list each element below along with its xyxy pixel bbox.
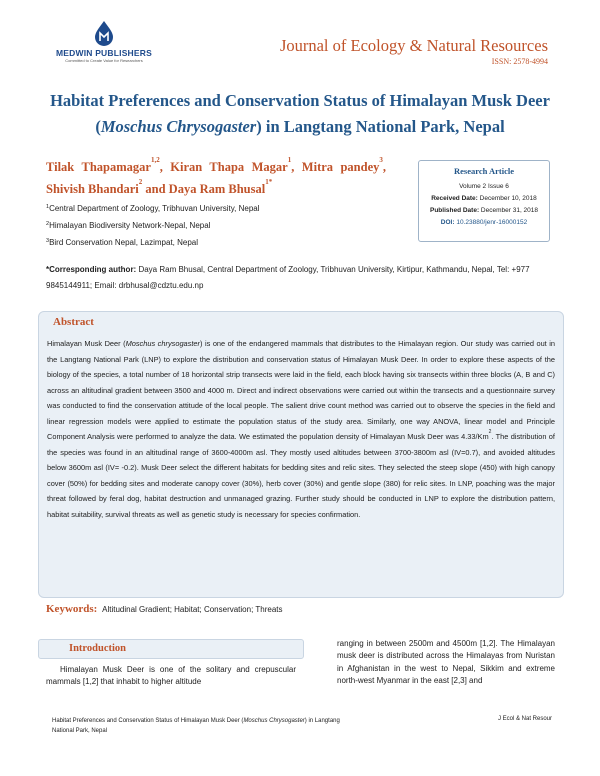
author-sup: 3	[379, 156, 383, 164]
published-date	[425, 205, 543, 217]
author-name: Kiran Thapa Magar	[170, 160, 288, 174]
abstract-part: ) is one of the endangered mammals that distributes to the Himalayan region. Our study was carried out in the Langtang National Park (LNP) to explore the distribution and conservation status of Himalayan Musk Deer. In order to explore these aspects of the biology of the species, a total number of 18 horizontal strip transects were laid in the field, each block having six transects within three blocks (A, B and C) across an altitudinal gradient between 3500 and 4000 m. Direct and indirect observations were carried out within the transects and a questionnaire survey was conducted to find the conservation attitude of the local people. The salient drive count method was carried out to observe the species in the field and linear regression models were applied to estimate the population status of the study area. Similarly, one way ANOVA, linear model and Principle Component Analysis were performed to analyze the data. We estimated the population density of Himalayan Musk Deer was 4.33/Km	[47, 339, 555, 442]
author-sep: ,	[382, 160, 387, 174]
medwin-drop-icon	[92, 20, 116, 46]
author-sup: 1,2	[150, 156, 160, 164]
introduction-heading: Introduction	[69, 643, 126, 654]
doi[interactable]	[425, 217, 543, 229]
author-sep: ,	[159, 160, 171, 174]
author-sup: 2	[138, 178, 143, 186]
published-label: Published Date:	[429, 207, 480, 214]
affiliation-text: Bird Conservation Nepal, Lazimpat, Nepal	[49, 238, 199, 247]
keywords-text: Altitudinal Gradient; Habitat; Conservation; Threats	[102, 605, 283, 614]
page-footer-left	[52, 716, 362, 736]
affiliation	[46, 204, 260, 213]
abstract-box	[38, 311, 564, 598]
title-line-1: Habitat Preferences and Conservation Status of Himalayan Musk Deer	[50, 91, 550, 110]
title-line-2: (Moschus Chrysogaster) in Langtang National Park, Nepal	[95, 117, 505, 136]
author-name: Tilak Thapamagar	[46, 160, 151, 174]
affiliation-sup: 1	[46, 204, 50, 210]
abstract-part: . The distribution of the species was found in an altitudinal range of 3600-4000m asl. They mostly used altitudes between 3700-3800m asl (IV=0.7), and avoided altitudes below 3600m asl (IV= -0.2). Musk Deer select the different habitats for bedding sites and relic sites. They selected the steep slope (450) with high canopy cover (50%) for bedding sites and moderate canopy cover (30%), herb cover (30%) and gentle slope (380) for relic sites. In LNP, poaching was the major threat followed by feral dog, habitat destruction and unmanaged grazing. Further study should be conducted in LNP to explore the distribution pattern, habitat suitability, survival threats as well as genetic study is necessary for species confirmation.	[47, 432, 555, 520]
received-label: Received Date:	[431, 195, 478, 202]
introduction-heading-box	[38, 639, 304, 659]
corresponding-author	[46, 262, 554, 294]
received-date	[425, 193, 543, 205]
author-name: Daya Ram Bhusal	[168, 182, 266, 196]
affiliation-sup: 2	[46, 221, 50, 227]
doi-link[interactable]: 10.23880/jenr-16000152	[456, 219, 528, 226]
affiliation-sup: 3	[46, 238, 50, 244]
author-sep: and	[142, 182, 169, 196]
affiliation	[46, 221, 210, 230]
footer-part: Habitat Preferences and Conservation Status of Himalayan Musk Deer (	[52, 718, 244, 724]
article-type: Research Article	[453, 166, 515, 176]
volume-issue: Volume 2 Issue 6	[459, 183, 509, 190]
publisher-tagline: Committed to Create Value for Researchers	[65, 58, 143, 63]
affiliation	[46, 238, 198, 247]
abstract-sup: 2	[488, 429, 492, 436]
abstract-heading: Abstract	[53, 316, 94, 328]
publisher-logo	[44, 20, 164, 70]
corresponding-label: *Corresponding author:	[46, 265, 137, 274]
keywords-label: Keywords:	[46, 603, 98, 615]
author-sep: ,	[291, 160, 302, 174]
paper-title	[30, 88, 570, 140]
abstract-part: Himalayan Musk Deer (	[47, 339, 126, 348]
journal-issn: ISSN: 2578-4994	[491, 57, 548, 66]
keywords	[46, 603, 283, 615]
intro-column-right: ranging in between 2500m and 4500m [1,2]. The Himalayan musk deer is distributed across the Himalayas from Nuristan in Afghanistan in the west to Nepal, Sikkim and extreme north-west Myanmar in the east [2,3] and	[337, 639, 555, 685]
title-species: Moschus Chrysogaster	[100, 117, 257, 136]
page-footer-right: J Ecol & Nat Resour	[497, 716, 552, 722]
affiliation-text: Central Department of Zoology, Tribhuvan University, Nepal	[49, 204, 260, 213]
abstract-species: Moschus chrysogaster	[125, 339, 200, 348]
author-list	[46, 156, 386, 200]
corresponding-text: Daya Ram Bhusal, Central Department of Zoology, Tribhuvan University, Kirtipur, Kathmandu, Nepal, Tel: +977 9845144911; Email: drbhusal@cdztu.edu.np	[46, 265, 530, 290]
publisher-name: MEDWIN PUBLISHERS	[56, 48, 152, 58]
footer-part: ) in Langtang National Park, Nepal	[52, 718, 340, 734]
title-line-2-rest: in Langtang National Park, Nepal	[261, 117, 505, 136]
intro-column-left	[46, 664, 296, 689]
author-name: Shivish Bhandari	[46, 182, 139, 196]
author-sup: 1	[287, 156, 292, 164]
affiliation-text: Himalayan Biodiversity Network-Nepal, Nepal	[49, 221, 211, 230]
article-info-box	[418, 160, 550, 242]
author-name: Mitra pandey	[301, 160, 380, 174]
received-value: December 10, 2018	[479, 195, 537, 202]
footer-species: Moschus Chrysogaster	[243, 718, 305, 724]
author-sup: 1*	[265, 178, 273, 186]
journal-title: Journal of Ecology & Natural Resources	[279, 36, 548, 55]
doi-label: DOI:	[440, 219, 455, 226]
published-value: December 31, 2018	[480, 207, 539, 214]
intro-text-left: Himalayan Musk Deer is one of the solitary and crepuscular mammals [1,2] that inhabit to higher altitude	[46, 665, 296, 687]
abstract-text	[47, 336, 555, 523]
